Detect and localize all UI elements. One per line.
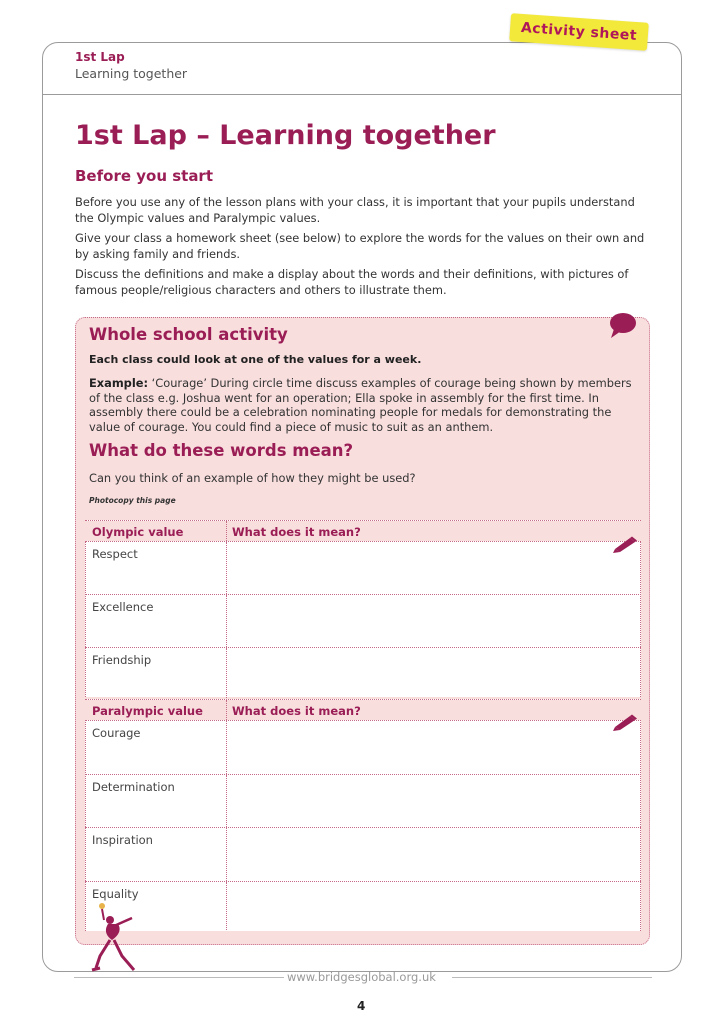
olympic-values-table	[85, 520, 641, 697]
column-divider	[226, 882, 227, 930]
figure-logo	[88, 900, 140, 980]
before-you-start-heading: Before you start	[75, 167, 214, 185]
column-header-value: Paralympic value	[92, 704, 203, 718]
intro-paragraph: Before you use any of the lesson plans with your class, it is important that your pupils understand the Olympic values and Paralympic values.	[75, 195, 635, 225]
pencil-icon	[612, 713, 638, 731]
footer-url[interactable]: www.bridgesglobal.org.uk	[287, 970, 436, 984]
table-right-border	[640, 541, 641, 697]
intro-paragraph: Give your class a homework sheet (see below) to explore the words for the values on their own and by asking family and friends.	[75, 231, 645, 261]
table-left-border	[85, 541, 86, 697]
value-cell: Courage	[92, 726, 141, 740]
table-row[interactable]	[85, 827, 641, 881]
each-class-text: Each class could look at one of the values for a week.	[89, 353, 422, 366]
page-title: 1st Lap – Learning together	[75, 120, 496, 151]
table-left-border	[85, 720, 86, 931]
page-number: 4	[357, 999, 366, 1013]
photocopy-note: Photocopy this page	[89, 496, 176, 505]
words-question: Can you think of an example of how they might be used?	[89, 471, 416, 485]
table-row[interactable]	[85, 594, 641, 647]
intro-text	[75, 195, 655, 303]
header-subtitle: Learning together	[75, 66, 188, 81]
table-row[interactable]	[85, 881, 641, 930]
table-row[interactable]	[85, 541, 641, 594]
table-row[interactable]	[85, 774, 641, 827]
value-cell: Inspiration	[92, 833, 153, 847]
footer-rule	[74, 977, 284, 978]
column-header-value: Olympic value	[92, 525, 184, 539]
example-body: ‘Courage’ During circle time discuss examples of courage being shown by members of the class e.g. Joshua went for an operation; Ella spoke in assembly for the first time. In assembly there could be a celebration nominating people for medals for demonstrating the value of courage. You could find a piece of music to suit as an anthem.	[89, 376, 632, 434]
value-cell: Equality	[92, 887, 139, 901]
column-divider	[226, 775, 227, 827]
column-divider	[226, 521, 227, 541]
table-header	[85, 700, 641, 720]
table-right-border	[640, 720, 641, 931]
paralympic-values-table	[85, 699, 641, 931]
column-divider	[226, 721, 227, 774]
column-header-meaning: What does it mean?	[232, 525, 361, 539]
column-divider	[226, 828, 227, 881]
column-header-meaning: What does it mean?	[232, 704, 361, 718]
value-cell: Respect	[92, 547, 138, 561]
words-heading: What do these words mean?	[89, 441, 354, 460]
column-divider	[226, 595, 227, 647]
whole-school-heading: Whole school activity	[89, 325, 288, 344]
activity-sheet-label: Activity sheet	[520, 19, 638, 45]
value-cell: Friendship	[92, 653, 152, 667]
column-divider	[226, 542, 227, 594]
intro-paragraph: Discuss the definitions and make a display about the words and their definitions, with pictures of famous people/religious characters and others to illustrate them.	[75, 267, 629, 297]
speech-bubble-icon	[608, 312, 638, 340]
column-divider	[226, 700, 227, 720]
table-row[interactable]	[85, 720, 641, 774]
table-row[interactable]	[85, 647, 641, 698]
value-cell: Determination	[92, 780, 175, 794]
pencil-icon	[612, 535, 638, 553]
example-label: Example:	[89, 376, 149, 390]
table-header	[85, 521, 641, 541]
header-lap: 1st Lap	[75, 50, 125, 64]
footer-rule	[452, 977, 652, 978]
header-divider	[42, 94, 682, 95]
example-text	[89, 376, 637, 434]
column-divider	[226, 648, 227, 698]
value-cell: Excellence	[92, 600, 154, 614]
